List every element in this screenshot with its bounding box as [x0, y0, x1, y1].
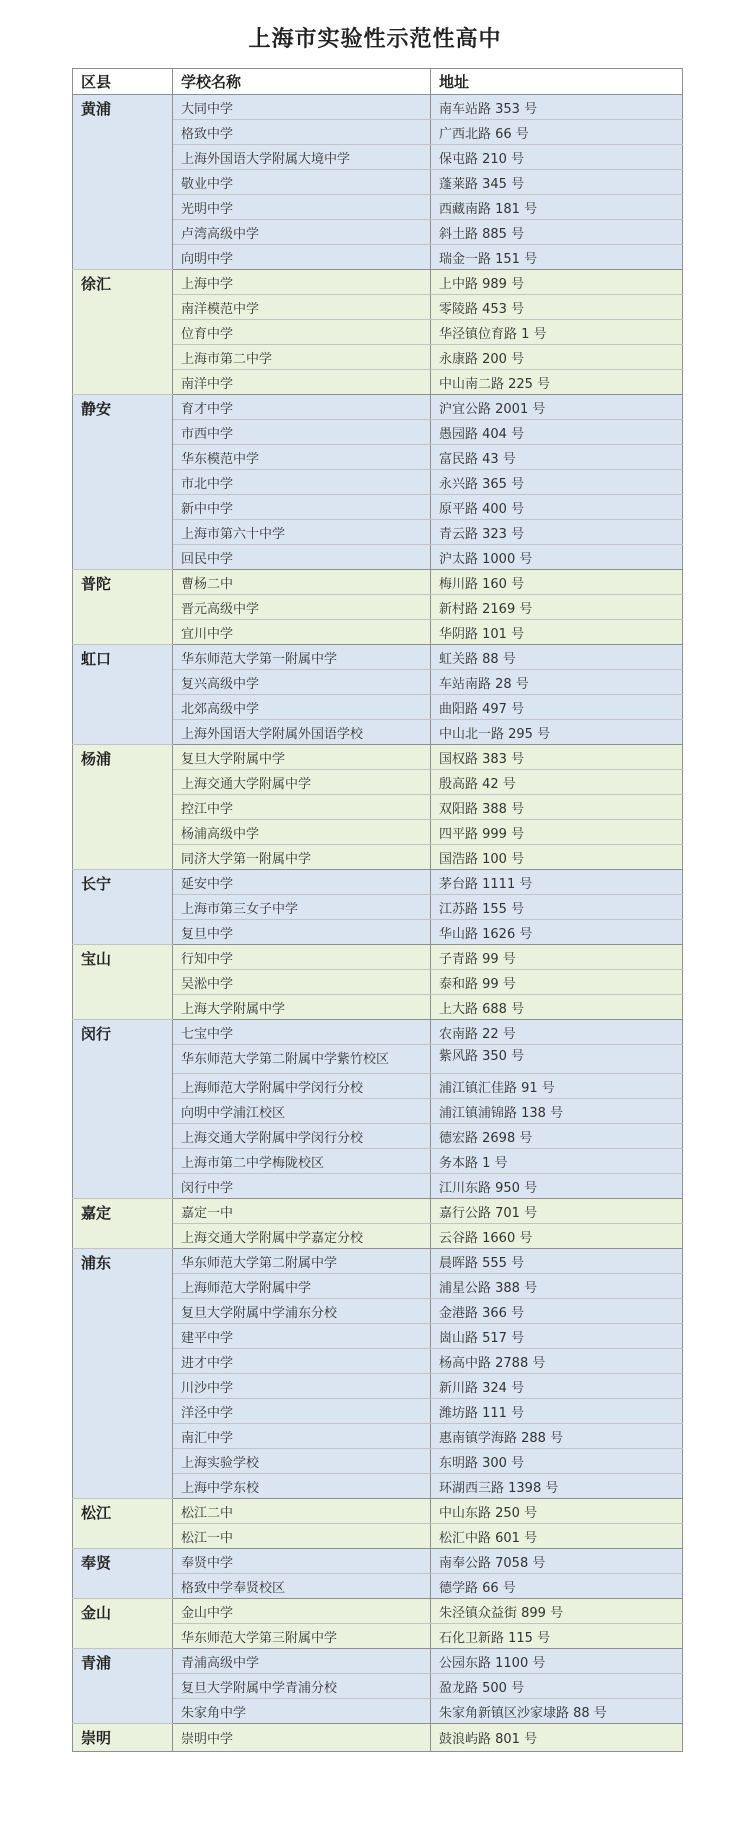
district-cell: 松江: [73, 1499, 173, 1549]
address-cell: 盈龙路 500 号: [431, 1674, 683, 1699]
table-row: [73, 1724, 683, 1752]
address-cell: 新川路 324 号: [431, 1374, 683, 1399]
address-cell: 曲阳路 497 号: [431, 695, 683, 720]
district-cell: 浦东: [73, 1249, 173, 1499]
address-cell: 中山南二路 225 号: [431, 370, 683, 395]
table-row: [73, 1249, 683, 1274]
district-group: [73, 395, 683, 570]
address-cell: 沪宜公路 2001 号: [431, 395, 683, 420]
school-name-cell: 上海市第三女子中学: [173, 895, 431, 920]
district-cell: 静安: [73, 395, 173, 570]
school-name-cell: 控江中学: [173, 795, 431, 820]
column-header-district: 区县: [73, 69, 173, 95]
district-cell: 青浦: [73, 1649, 173, 1724]
header-row: [73, 69, 683, 95]
table-row: [73, 395, 683, 420]
address-cell: 永康路 200 号: [431, 345, 683, 370]
school-name-cell: 市北中学: [173, 470, 431, 495]
address-cell: 子青路 99 号: [431, 945, 683, 970]
address-cell: 梅川路 160 号: [431, 570, 683, 595]
address-cell: 东明路 300 号: [431, 1449, 683, 1474]
district-group: [73, 570, 683, 645]
school-name-cell: 松江一中: [173, 1524, 431, 1549]
address-cell: 朱泾镇众益街 899 号: [431, 1599, 683, 1624]
address-cell: 上大路 688 号: [431, 995, 683, 1020]
district-group: [73, 1499, 683, 1549]
address-cell: 崮山路 517 号: [431, 1324, 683, 1349]
address-cell: 零陵路 453 号: [431, 295, 683, 320]
district-cell: 宝山: [73, 945, 173, 1020]
address-cell: 浦星公路 388 号: [431, 1274, 683, 1299]
school-name-cell: 南洋模范中学: [173, 295, 431, 320]
address-cell: 南车站路 353 号: [431, 95, 683, 120]
address-cell: 中山北一路 295 号: [431, 720, 683, 745]
district-cell: 杨浦: [73, 745, 173, 870]
address-cell: 浦江镇汇佳路 91 号: [431, 1074, 683, 1099]
address-cell: 原平路 400 号: [431, 495, 683, 520]
address-cell: 杨高中路 2788 号: [431, 1349, 683, 1374]
district-group: [73, 95, 683, 270]
district-group: [73, 1724, 683, 1752]
address-cell: 德宏路 2698 号: [431, 1124, 683, 1149]
address-cell: 瑞金一路 151 号: [431, 245, 683, 270]
column-header-address: 地址: [431, 69, 683, 95]
school-name-cell: 行知中学: [173, 945, 431, 970]
address-cell: 南奉公路 7058 号: [431, 1549, 683, 1574]
address-cell: 泰和路 99 号: [431, 970, 683, 995]
district-cell: 闵行: [73, 1020, 173, 1199]
school-name-cell: 华东师范大学第二附属中学: [173, 1249, 431, 1274]
school-name-cell: 南洋中学: [173, 370, 431, 395]
school-name-cell: 向明中学浦江校区: [173, 1099, 431, 1124]
school-name-cell: 光明中学: [173, 195, 431, 220]
school-name-cell: 上海中学东校: [173, 1474, 431, 1499]
school-name-cell: 宜川中学: [173, 620, 431, 645]
school-name-cell: 嘉定一中: [173, 1199, 431, 1224]
address-cell: 蓬莱路 345 号: [431, 170, 683, 195]
school-name-cell: 上海市第二中学: [173, 345, 431, 370]
table-row: [73, 1199, 683, 1224]
district-group: [73, 945, 683, 1020]
district-group: [73, 1020, 683, 1199]
table-row: [73, 1599, 683, 1624]
school-name-cell: 大同中学: [173, 95, 431, 120]
table-row: [73, 1499, 683, 1524]
page-title: 上海市实验性示范性高中: [248, 26, 502, 52]
school-name-cell: 上海市第二中学梅陇校区: [173, 1149, 431, 1174]
school-name-cell: 卢湾高级中学: [173, 220, 431, 245]
address-cell: 富民路 43 号: [431, 445, 683, 470]
address-cell: 金港路 366 号: [431, 1299, 683, 1324]
address-cell: 保屯路 210 号: [431, 145, 683, 170]
school-name-cell: 敬业中学: [173, 170, 431, 195]
district-group: [73, 1199, 683, 1249]
school-name-cell: 上海交通大学附属中学嘉定分校: [173, 1224, 431, 1249]
address-cell: 沪太路 1000 号: [431, 545, 683, 570]
district-group: [73, 270, 683, 395]
column-header-school-name: 学校名称: [173, 69, 431, 95]
address-cell: 石化卫新路 115 号: [431, 1624, 683, 1649]
school-name-cell: 新中中学: [173, 495, 431, 520]
school-name-cell: 华东模范中学: [173, 445, 431, 470]
school-name-cell: 崇明中学: [173, 1724, 431, 1752]
address-cell: 车站南路 28 号: [431, 670, 683, 695]
address-cell: 晨晖路 555 号: [431, 1249, 683, 1274]
school-name-cell: 格致中学: [173, 120, 431, 145]
school-name-cell: 上海外国语大学附属外国语学校: [173, 720, 431, 745]
school-name-cell: 奉贤中学: [173, 1549, 431, 1574]
address-cell: 上中路 989 号: [431, 270, 683, 295]
address-cell: 嘉行公路 701 号: [431, 1199, 683, 1224]
address-cell: 德学路 66 号: [431, 1574, 683, 1599]
table-row: [73, 270, 683, 295]
table-row: [73, 570, 683, 595]
school-name-cell: 上海师范大学附属中学闵行分校: [173, 1074, 431, 1099]
address-cell: 虹关路 88 号: [431, 645, 683, 670]
school-name-cell: 育才中学: [173, 395, 431, 420]
school-name-cell: 上海中学: [173, 270, 431, 295]
address-cell: 江川东路 950 号: [431, 1174, 683, 1199]
address-cell: 江苏路 155 号: [431, 895, 683, 920]
school-name-cell: 复旦大学附属中学浦东分校: [173, 1299, 431, 1324]
school-name-cell: 复旦大学附属中学: [173, 745, 431, 770]
address-cell: 农南路 22 号: [431, 1020, 683, 1045]
schools-table: [72, 68, 683, 1752]
address-cell: 新村路 2169 号: [431, 595, 683, 620]
district-cell: 嘉定: [73, 1199, 173, 1249]
district-cell: 虹口: [73, 645, 173, 745]
table-row: [73, 745, 683, 770]
table-header: [73, 69, 683, 95]
school-name-cell: 上海交通大学附属中学: [173, 770, 431, 795]
district-group: [73, 1249, 683, 1499]
school-name-cell: 华东师范大学第一附属中学: [173, 645, 431, 670]
school-name-cell: 杨浦高级中学: [173, 820, 431, 845]
school-name-cell: 川沙中学: [173, 1374, 431, 1399]
address-cell: 惠南镇学海路 288 号: [431, 1424, 683, 1449]
school-name-cell: 洋泾中学: [173, 1399, 431, 1424]
school-name-cell: 吴淞中学: [173, 970, 431, 995]
address-cell: 华山路 1626 号: [431, 920, 683, 945]
address-cell: 西藏南路 181 号: [431, 195, 683, 220]
district-cell: 崇明: [73, 1724, 173, 1752]
district-group: [73, 645, 683, 745]
school-name-cell: 北郊高级中学: [173, 695, 431, 720]
address-cell: 华泾镇位育路 1 号: [431, 320, 683, 345]
district-group: [73, 1649, 683, 1724]
district-group: [73, 1599, 683, 1649]
address-cell: 紫风路 350 号: [431, 1045, 683, 1074]
school-name-cell: 进才中学: [173, 1349, 431, 1374]
district-group: [73, 1549, 683, 1599]
district-cell: 黄浦: [73, 95, 173, 270]
school-name-cell: 闵行中学: [173, 1174, 431, 1199]
school-name-cell: 位育中学: [173, 320, 431, 345]
school-name-cell: 复旦中学: [173, 920, 431, 945]
address-cell: 云谷路 1660 号: [431, 1224, 683, 1249]
school-name-cell: 上海实验学校: [173, 1449, 431, 1474]
school-name-cell: 朱家角中学: [173, 1699, 431, 1724]
school-name-cell: 市西中学: [173, 420, 431, 445]
address-cell: 青云路 323 号: [431, 520, 683, 545]
address-cell: 公园东路 1100 号: [431, 1649, 683, 1674]
school-name-cell: 上海交通大学附属中学闵行分校: [173, 1124, 431, 1149]
address-cell: 双阳路 388 号: [431, 795, 683, 820]
school-name-cell: 建平中学: [173, 1324, 431, 1349]
district-cell: 奉贤: [73, 1549, 173, 1599]
district-cell: 普陀: [73, 570, 173, 645]
address-cell: 斜土路 885 号: [431, 220, 683, 245]
address-cell: 广西北路 66 号: [431, 120, 683, 145]
district-cell: 徐汇: [73, 270, 173, 395]
school-name-cell: 同济大学第一附属中学: [173, 845, 431, 870]
school-name-cell: 上海大学附属中学: [173, 995, 431, 1020]
school-name-cell: 上海师范大学附属中学: [173, 1274, 431, 1299]
school-name-cell: 复兴高级中学: [173, 670, 431, 695]
address-cell: 浦江镇浦锦路 138 号: [431, 1099, 683, 1124]
district-group: [73, 745, 683, 870]
address-cell: 务本路 1 号: [431, 1149, 683, 1174]
table-row: [73, 1649, 683, 1674]
school-name-cell: 上海市第六十中学: [173, 520, 431, 545]
table-row: [73, 645, 683, 670]
school-name-cell: 青浦高级中学: [173, 1649, 431, 1674]
school-name-cell: 上海外国语大学附属大境中学: [173, 145, 431, 170]
school-name-cell: 复旦大学附属中学青浦分校: [173, 1674, 431, 1699]
school-name-cell: 南汇中学: [173, 1424, 431, 1449]
address-cell: 四平路 999 号: [431, 820, 683, 845]
district-cell: 金山: [73, 1599, 173, 1649]
school-name-cell: 华东师范大学第三附属中学: [173, 1624, 431, 1649]
address-cell: 潍坊路 111 号: [431, 1399, 683, 1424]
address-cell: 朱家角新镇区沙家埭路 88 号: [431, 1699, 683, 1724]
table-row: [73, 1549, 683, 1574]
school-name-cell: 回民中学: [173, 545, 431, 570]
address-cell: 永兴路 365 号: [431, 470, 683, 495]
address-cell: 松汇中路 601 号: [431, 1524, 683, 1549]
address-cell: 环湖西三路 1398 号: [431, 1474, 683, 1499]
address-cell: 鼓浪屿路 801 号: [431, 1724, 683, 1752]
address-cell: 国浩路 100 号: [431, 845, 683, 870]
school-name-cell: 晋元高级中学: [173, 595, 431, 620]
school-name-cell: 延安中学: [173, 870, 431, 895]
table-row: [73, 95, 683, 120]
school-name-cell: 格致中学奉贤校区: [173, 1574, 431, 1599]
school-name-cell: 金山中学: [173, 1599, 431, 1624]
table-row: [73, 945, 683, 970]
address-cell: 中山东路 250 号: [431, 1499, 683, 1524]
table-row: [73, 870, 683, 895]
district-cell: 长宁: [73, 870, 173, 945]
table-row: [73, 1020, 683, 1045]
address-cell: 愚园路 404 号: [431, 420, 683, 445]
school-name-cell: 向明中学: [173, 245, 431, 270]
address-cell: 华阴路 101 号: [431, 620, 683, 645]
address-cell: 茅台路 1111 号: [431, 870, 683, 895]
school-name-cell: 华东师范大学第二附属中学紫竹校区: [173, 1045, 431, 1074]
school-name-cell: 曹杨二中: [173, 570, 431, 595]
school-name-cell: 七宝中学: [173, 1020, 431, 1045]
school-name-cell: 松江二中: [173, 1499, 431, 1524]
address-cell: 国权路 383 号: [431, 745, 683, 770]
address-cell: 殷高路 42 号: [431, 770, 683, 795]
district-group: [73, 870, 683, 945]
